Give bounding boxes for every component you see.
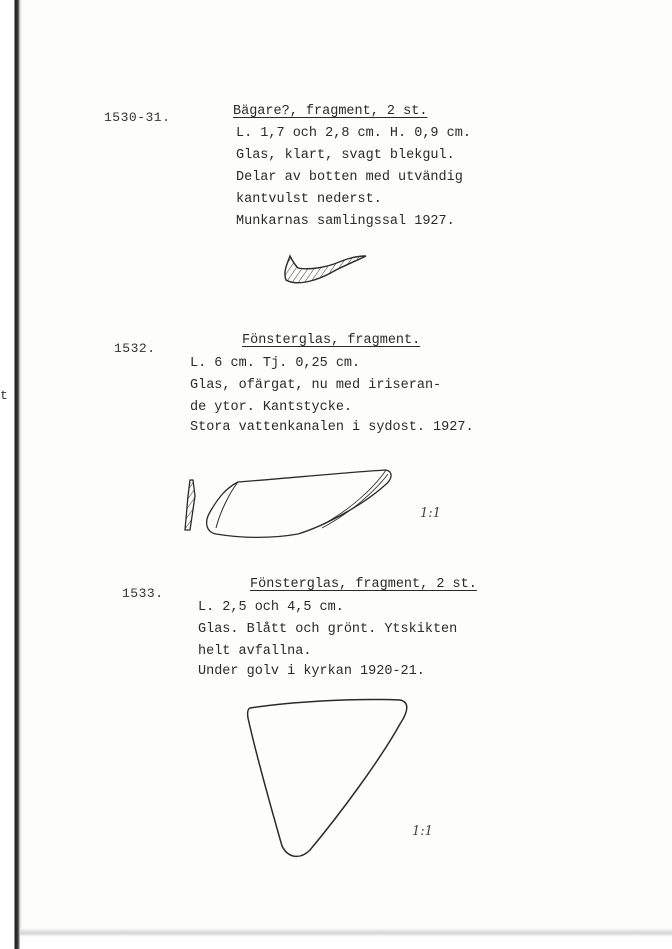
entry-line: L. 2,5 och 4,5 cm. [198,600,344,615]
entry-line: Glas, ofärgat, nu med iriseran- [190,378,442,393]
entry-line: Under golv i kyrkan 1920-21. [198,664,425,679]
entry-line: helt avfallna. [198,644,312,659]
page-bottom-edge [20,928,672,949]
entry-line: L. 6 cm. Tj. 0,25 cm. [190,356,361,371]
fragment-profile-sketch [278,250,370,292]
entry-line: L. 1,7 och 2,8 cm. H. 0,9 cm. [236,126,471,141]
scale-label: 1:1 [412,824,433,839]
entry-title: Fönsterglas, fragment. [242,333,421,348]
entry-number: 1533. [122,586,164,601]
entry-line: kantvulst nederst. [236,192,382,207]
entry-title: Bägare?, fragment, 2 st. [233,104,428,119]
glass-edge-sketch [180,466,402,544]
entry-line: de ytor. Kantstycke. [190,400,353,415]
entry-line: Munkarnas samlingssal 1927. [236,214,455,229]
entry-line: Stora vattenkanalen i sydost. 1927. [190,420,474,435]
margin-mark: t [0,388,8,403]
triangular-fragment-sketch [240,694,414,862]
entry-number: 1530-31. [104,110,171,125]
scale-label: 1:1 [420,506,441,521]
entry-number: 1532. [114,341,156,356]
entry-line: Glas, klart, svagt blekgul. [236,148,455,163]
binding-edge [0,0,22,949]
entry-line: Delar av botten med utvändig [236,170,463,185]
cross-section [185,480,195,530]
entry-line: Glas. Blått och grönt. Ytskikten [198,622,458,637]
entry-title: Fönsterglas, fragment, 2 st. [250,577,477,592]
